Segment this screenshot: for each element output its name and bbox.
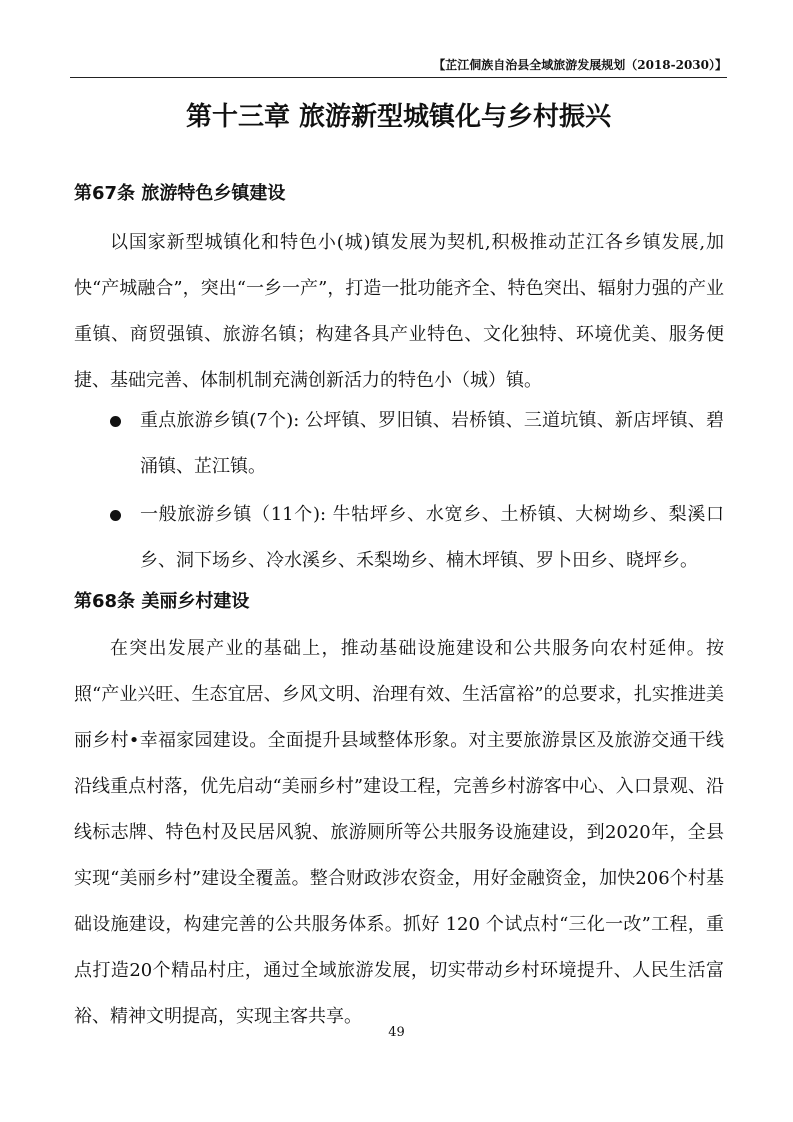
bullet-icon bbox=[110, 510, 121, 521]
section-heading-68: 第68条 美丽乡村建设 bbox=[74, 591, 250, 612]
list-item-text: 重点旅游乡镇(7个): 公坪镇、罗旧镇、岩桥镇、三道坑镇、新店坪镇、碧涌镇、芷江镇。 bbox=[140, 410, 724, 477]
section-heading-67: 第67条 旅游特色乡镇建设 bbox=[74, 183, 286, 204]
page-number: 49 bbox=[388, 1025, 405, 1040]
header-divider bbox=[70, 77, 727, 78]
list-item bbox=[74, 492, 724, 584]
tourism-town-list bbox=[74, 398, 724, 584]
bullet-icon bbox=[110, 416, 121, 427]
section-68-paragraph: 在突出发展产业的基础上，推动基础设施建设和公共服务向农村延伸。按照“产业兴旺、生态宜居、乡风文明、治理有效、生活富裕”的总要求，扎实推进美丽乡村•幸福家园建设。全面提升县域整体形象。对主要旅游景区及旅游交通干线沿线重点村落，优先启动“美丽乡村”建设工程，完善乡村游客中心、入口景观、沿线标志牌、特色村及民居风貌、旅游厕所等公共服务设施建设，到2020年，全县实现“美丽乡村”建设全覆盖。整合财政涉农资金，用好金融资金，加快206个村基础设施建设，构建完善的公共服务体系。抓好 120 个试点村“三化一改”工程，重点打造20个精品村庄，通过全域旅游发展，切实带动乡村环境提升、人民生活富裕、精神文明提高，实现主客共享。 bbox=[74, 638, 724, 1027]
list-item-text: 一般旅游乡镇（11个): 牛牯坪乡、水宽乡、土桥镇、大树坳乡、梨溪口乡、洞下场乡、冷水溪乡、禾梨坳乡、楠木坪镇、罗卜田乡、晓坪乡。 bbox=[140, 504, 724, 571]
running-header: 【芷江侗族自治县全域旅游发展规划（2018-2030）】 bbox=[433, 58, 727, 72]
section-67-paragraph: 以国家新型城镇化和特色小(城)镇发展为契机,积极推动芷江各乡镇发展,加快“产城融合”，突出“一乡一产”，打造一批功能齐全、特色突出、辐射力强的产业重镇、商贸强镇、旅游名镇；构建各具产业特色、文化独特、环境优美、服务便捷、基础完善、体制机制充满创新活力的特色小（城）镇。 bbox=[74, 232, 724, 391]
chapter-title: 第十三章 旅游新型城镇化与乡村振兴 bbox=[185, 102, 612, 132]
list-item bbox=[74, 398, 724, 490]
